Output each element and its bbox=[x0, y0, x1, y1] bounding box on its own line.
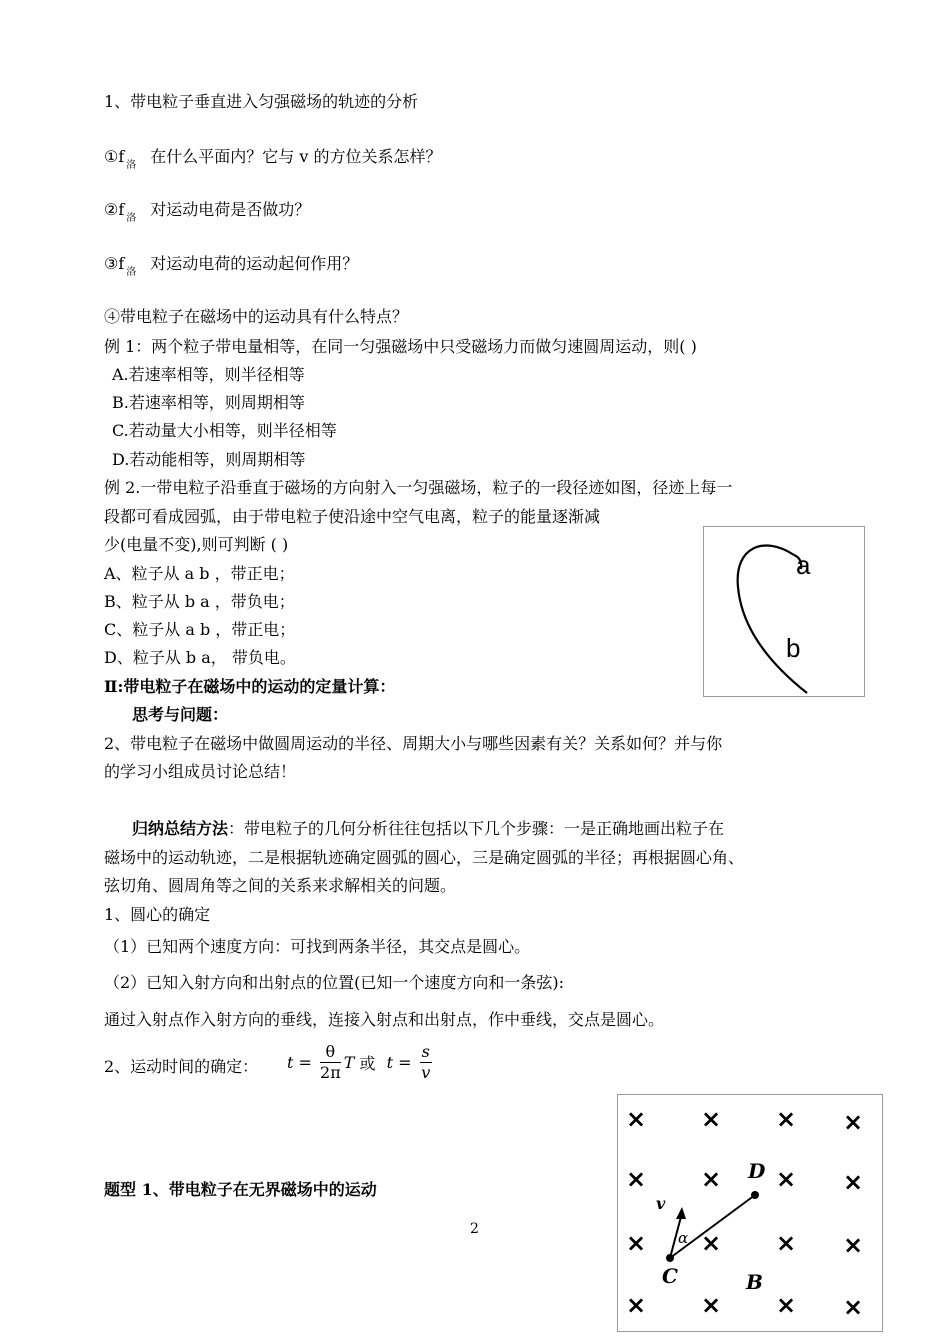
q2-subscript: 洛 bbox=[126, 213, 137, 224]
track-label-a: a bbox=[796, 550, 811, 580]
center-heading: 1、圆心的确定 bbox=[104, 905, 211, 924]
example-2-option-b: B、粒子从 b a ，带负电； bbox=[104, 592, 295, 611]
question-4: ④带电粒子在磁场中的运动具有什么特点？ bbox=[104, 307, 409, 326]
question-5-line-2: 的学习小组成员讨论总结！ bbox=[104, 762, 297, 781]
example-2-option-c: C、粒子从 a b ，带正电； bbox=[104, 620, 296, 639]
q1-text: 在什么平面内？它与 v 的方位关系怎样？ bbox=[150, 147, 442, 166]
field-mark: × bbox=[626, 1291, 647, 1319]
example-1-option-c: C.若动量大小相等，则半径相等 bbox=[112, 421, 337, 440]
fraction-num-s: s bbox=[421, 1042, 430, 1061]
field-mark: × bbox=[843, 1231, 864, 1259]
field-mark: × bbox=[776, 1165, 797, 1193]
track-label-b: b bbox=[786, 633, 801, 663]
q2-prefix: ②f bbox=[104, 200, 125, 219]
fraction-theta bbox=[320, 1042, 341, 1083]
field-mark: × bbox=[843, 1108, 864, 1136]
formula-T: T bbox=[343, 1053, 355, 1072]
formula-t1: t = bbox=[287, 1053, 312, 1072]
field-mark: × bbox=[776, 1105, 797, 1133]
field-mark: × bbox=[776, 1229, 797, 1257]
label-alpha: α bbox=[678, 1229, 689, 1247]
fraction-den-2pi: 2π bbox=[320, 1063, 341, 1082]
field-mark: × bbox=[843, 1168, 864, 1196]
time-formula bbox=[287, 1042, 435, 1083]
summary-line-3: 弦切角、圆周角等之间的关系来求解相关的问题。 bbox=[104, 876, 457, 895]
point-D bbox=[751, 1191, 759, 1199]
summary-heading: 归纳总结方法 bbox=[132, 819, 229, 838]
label-C: C bbox=[662, 1264, 678, 1288]
fraction-s-over-v bbox=[420, 1042, 432, 1083]
q1-subscript: 洛 bbox=[126, 160, 137, 171]
magnetic-field-figure bbox=[617, 1094, 883, 1332]
field-mark: × bbox=[701, 1105, 722, 1133]
q3-text: 对运动电荷的运动起何作用？ bbox=[150, 254, 359, 273]
field-mark: × bbox=[776, 1291, 797, 1319]
field-mark: × bbox=[626, 1165, 647, 1193]
field-mark: × bbox=[843, 1293, 864, 1321]
field-mark: × bbox=[626, 1229, 647, 1257]
label-B: B bbox=[746, 1270, 763, 1294]
q3-prefix: ③f bbox=[104, 254, 125, 273]
label-D: D bbox=[748, 1159, 766, 1183]
field-marks bbox=[626, 1105, 863, 1321]
field-mark: × bbox=[701, 1291, 722, 1319]
page-number: 2 bbox=[470, 1221, 479, 1237]
time-heading: 2、运动时间的确定： bbox=[104, 1057, 259, 1076]
q2-text: 对运动电荷是否做功？ bbox=[150, 200, 311, 219]
particle-track-figure bbox=[703, 526, 865, 697]
example-1-option-d: D.若动能相等，则周期相等 bbox=[112, 450, 306, 469]
magnetic-field-svg bbox=[618, 1095, 882, 1331]
q1-prefix: ①f bbox=[104, 147, 125, 166]
example-2-line-1: 例 2.一带电粒子沿垂直于磁场的方向射入一匀强磁场，粒子的一段径迹如图，径迹上每一 bbox=[104, 478, 733, 497]
think-heading: 思考与问题： bbox=[132, 705, 229, 724]
example-2-line-2: 段都可看成园弧，由于带电粒子使沿途中空气电离，粒子的能量逐渐减 bbox=[104, 507, 601, 526]
section-2-title: Ⅱ:带电粒子在磁场中的运动的定量计算： bbox=[104, 677, 396, 696]
center-case-1: （1）已知两个速度方向：可找到两条半径，其交点是圆心。 bbox=[104, 937, 531, 956]
velocity-arrowhead bbox=[676, 1207, 686, 1219]
example-1-option-b: B.若速率相等，则周期相等 bbox=[112, 393, 305, 412]
field-mark: × bbox=[701, 1229, 722, 1257]
example-2-line-3: 少(电量不变),则可判断 ( ) bbox=[104, 535, 289, 554]
formula-t2: t = bbox=[386, 1053, 412, 1072]
example-1-option-a: A.若速率相等，则半径相等 bbox=[112, 365, 305, 384]
summary-line-2: 磁场中的运动轨迹，二是根据轨迹确定圆弧的圆心，三是确定圆弧的半径；再根据圆心角、 bbox=[104, 848, 745, 867]
formula-or: 或 bbox=[359, 1054, 376, 1073]
example-1: 例 1：两个粒子带电量相等，在同一匀强磁场中只受磁场力而做匀速圆周运动，则( ) bbox=[104, 337, 697, 356]
center-case-2-method: 通过入射点作入射方向的垂线，连接入射点和出射点，作中垂线，交点是圆心。 bbox=[104, 1010, 665, 1029]
question-5-line-1: 2、带电粒子在磁场中做圆周运动的半径、周期大小与哪些因素有关？关系如何？并与你 bbox=[104, 734, 723, 753]
fraction-num-theta: θ bbox=[320, 1042, 341, 1063]
example-2-option-d: D、粒子从 b a， 带负电。 bbox=[104, 648, 296, 667]
fraction-den-v: v bbox=[421, 1063, 431, 1082]
question-type-1: 题型 1、带电粒子在无界磁场中的运动 bbox=[104, 1180, 377, 1199]
question-1 bbox=[104, 147, 441, 170]
particle-track-svg bbox=[704, 527, 864, 696]
question-3 bbox=[104, 254, 358, 277]
heading-1: 1、带电粒子垂直进入匀强磁场的轨迹的分析 bbox=[104, 92, 419, 111]
example-2-option-a: A、粒子从 a b ，带正电； bbox=[104, 564, 295, 583]
summary-text-1: ：带电粒子的几何分析往往包括以下几个步骤：一是正确地画出粒子在 bbox=[228, 819, 725, 838]
center-case-2: （2）已知入射方向和出射点的位置(已知一个速度方向和一条弦): bbox=[104, 973, 565, 992]
label-v: v bbox=[656, 1194, 666, 1213]
field-mark: × bbox=[626, 1105, 647, 1133]
q3-subscript: 洛 bbox=[126, 267, 137, 278]
summary-line-1 bbox=[132, 819, 724, 839]
question-2 bbox=[104, 200, 310, 223]
field-mark: × bbox=[701, 1165, 722, 1193]
